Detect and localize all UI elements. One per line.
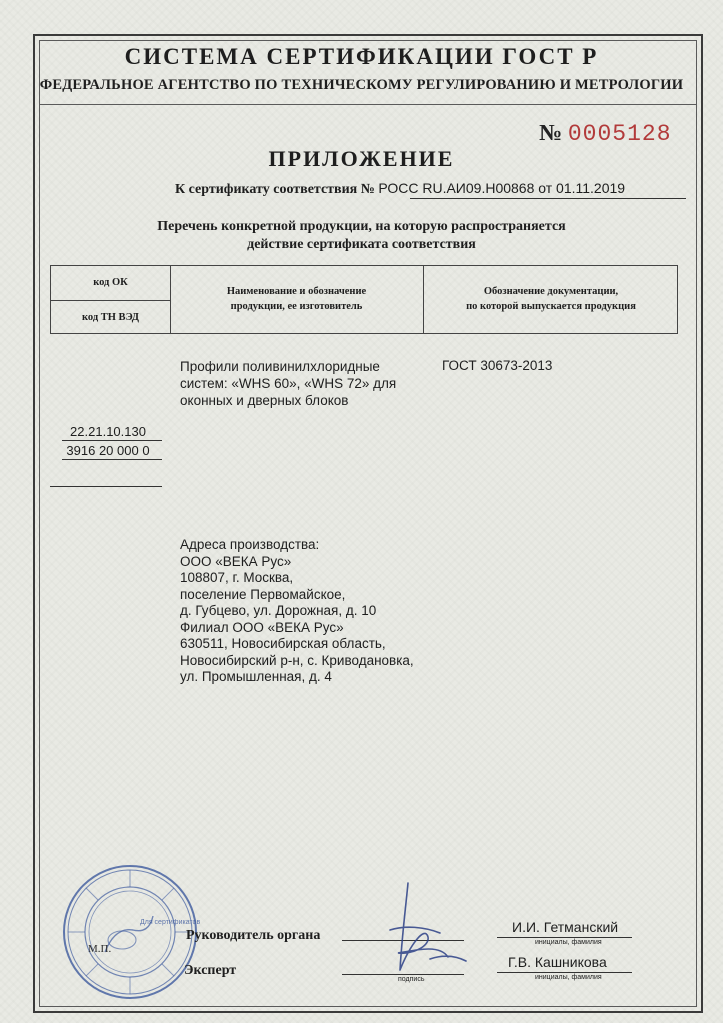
head-name-line — [497, 937, 632, 938]
address-line: Новосибирский р-н, с. Криводановка, — [180, 652, 414, 668]
product-standard: ГОСТ 30673-2013 — [442, 358, 553, 373]
address-line: Адреса производства: — [180, 537, 320, 552]
agency-name: ФЕДЕРАЛЬНОЕ АГЕНТСТВО ПО ТЕХНИЧЕСКОМУ РЕГУЛИРОВАНИЮ И МЕТРОЛОГИИ — [39, 77, 684, 93]
products-table-header — [50, 265, 678, 334]
code-underline — [62, 459, 162, 460]
list-title-line1: Перечень конкретной продукции, на которую распространяется — [157, 219, 566, 234]
head-label: Руководитель органа — [186, 928, 321, 943]
head-name-caption: инициалы, фамилия — [535, 939, 602, 946]
header-code-ok: код ОК — [93, 277, 128, 288]
handwritten-signature-icon — [370, 875, 480, 985]
address-line: 630511, Новосибирская область, — [180, 636, 386, 651]
table-divider — [51, 300, 170, 301]
header-product-name — [170, 284, 423, 314]
system-title: СИСТЕМА СЕРТИФИКАЦИИ ГОСТ Р — [124, 44, 599, 69]
code-tn-value: 3916 20 000 0 — [66, 443, 150, 458]
header-documentation-line2: по которой выпускается продукция — [466, 301, 636, 312]
product-description — [180, 358, 410, 409]
header-code-tn: код ТН ВЭД — [81, 312, 140, 323]
expert-name-caption: инициалы, фамилия — [535, 974, 602, 981]
number-label: № — [539, 120, 563, 145]
header-documentation — [423, 284, 679, 314]
address-line: ул. Промышленная, д. 4 — [180, 669, 332, 684]
signature-caption: подпись — [398, 976, 425, 983]
stamp-center-text: Для сертификатов — [140, 919, 200, 926]
head-name: И.И. Гетманский — [512, 919, 619, 935]
product-line1: Профили поливинилхлоридные — [180, 359, 380, 374]
address-line: ООО «ВЕКА Рус» — [180, 553, 292, 569]
code-underline — [50, 486, 162, 487]
certificate-prefix: К сертификату соответствия № — [175, 182, 375, 197]
certification-stamp-icon — [60, 862, 200, 1002]
header-product-name-line2: продукции, ее изготовитель — [230, 301, 363, 312]
production-addresses — [180, 537, 414, 686]
certificate-reference — [175, 180, 625, 198]
certificate-number: РОСС RU.АИ09.Н00868 от 01.11.2019 — [378, 180, 626, 196]
expert-label: Эксперт — [184, 963, 237, 978]
header-documentation-line1: Обозначение документации, — [483, 286, 619, 297]
product-line3: оконных и дверных блоков — [180, 393, 349, 408]
address-line: Филиал ООО «ВЕКА Рус» — [180, 619, 344, 635]
address-line: 108807, г. Москва, — [180, 570, 294, 585]
expert-name-line — [497, 972, 632, 973]
expert-name: Г.В. Кашникова — [508, 954, 607, 970]
product-line2: систем: «WHS 60», «WHS 72» для — [180, 376, 397, 391]
certificate-underline — [410, 198, 686, 199]
document-title: ПРИЛОЖЕНИЕ — [268, 146, 455, 171]
address-line: д. Губцево, ул. Дорожная, д. 10 — [180, 603, 377, 618]
code-ok-value: 22.21.10.130 — [70, 424, 146, 439]
address-line: поселение Первомайское, — [180, 586, 346, 602]
list-title-line2: действие сертификата соответствия — [247, 237, 476, 252]
number-value: 0005128 — [567, 121, 672, 147]
appendix-number — [539, 120, 672, 147]
header-product-name-line1: Наименование и обозначение — [226, 286, 367, 297]
code-underline — [62, 440, 162, 441]
list-title — [0, 218, 723, 254]
stamp-mp-label: М.П. — [88, 943, 112, 955]
